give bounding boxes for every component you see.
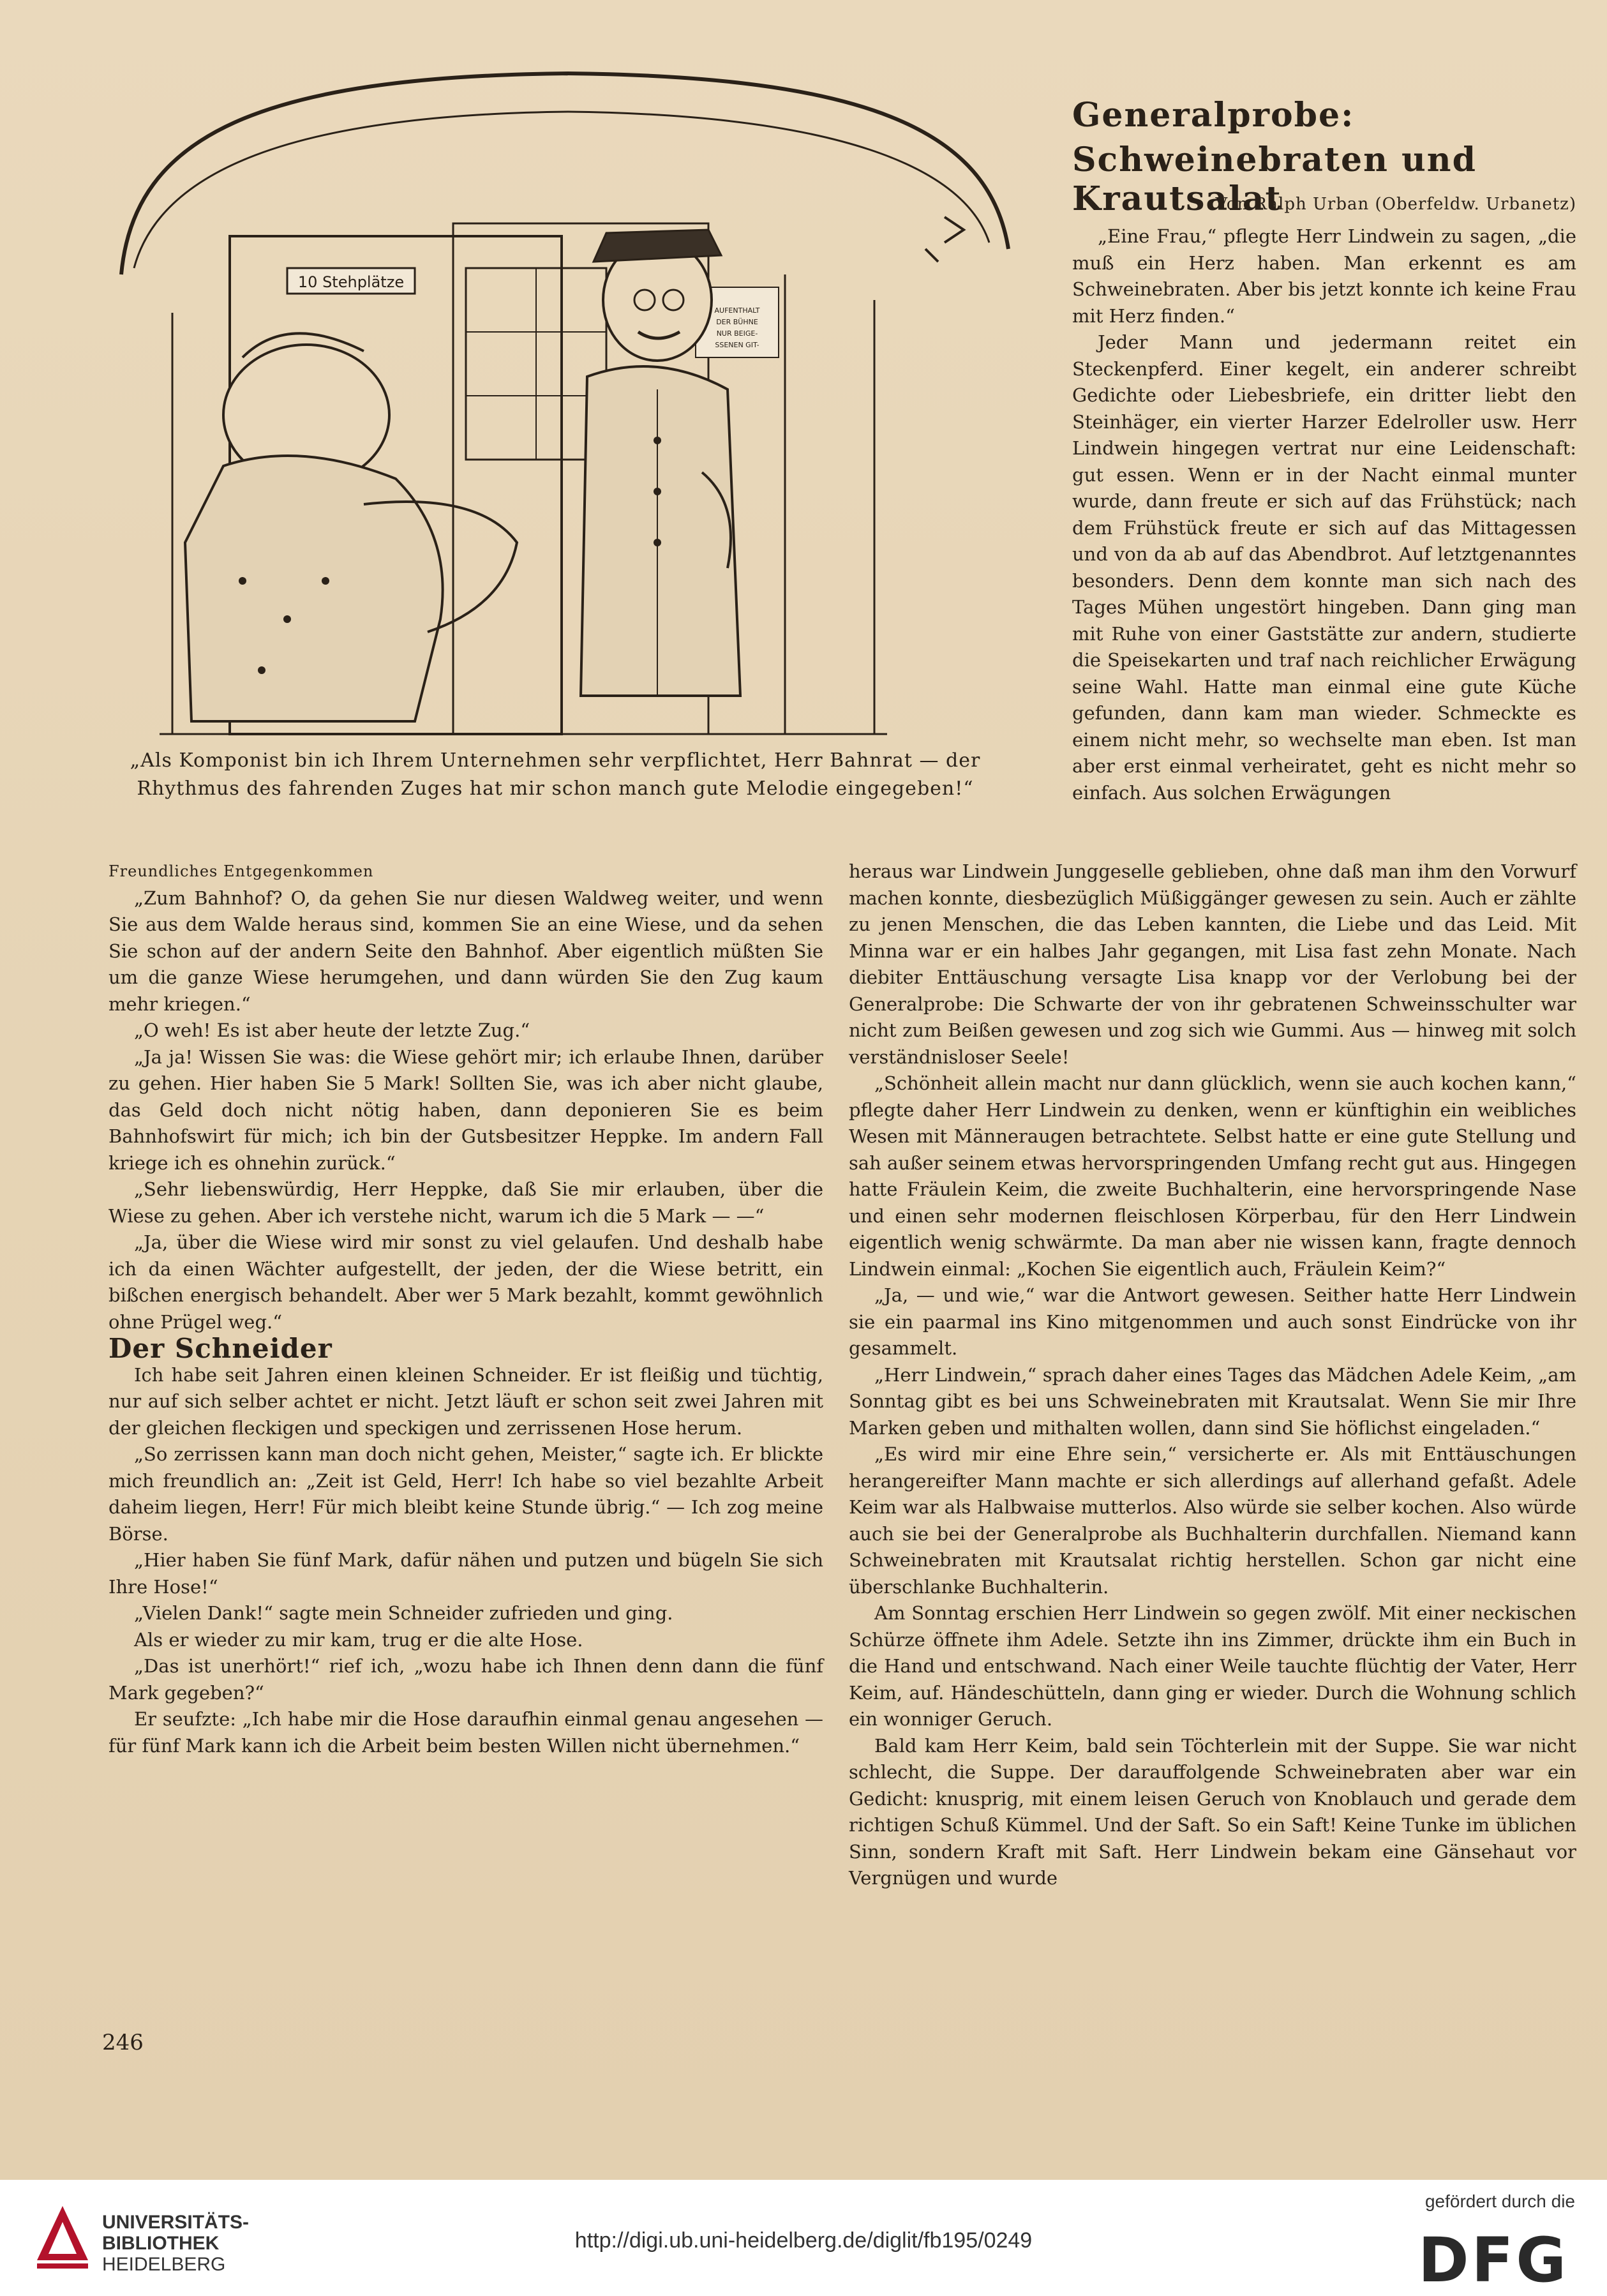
sign-standing: 10 Stehplätze: [297, 273, 405, 291]
paragraph: „Vielen Dank!“ sagte mein Schneider zufrieden und ging.: [134, 1602, 673, 1624]
paragraph: „Ja, über die Wiese wird mir sonst zu viel gelaufen. Und deshalb habe ich da einen Wächter aufgestellt, der jeden, der die Wiese betritt, ein bißchen energisch behandelt. Aber wer 5 Mark bezahlt, kommt gewöhnlich ohne Prügel weg.“: [108, 1231, 823, 1333]
paragraph: heraus war Lindwein Junggeselle geblieben, ohne daß man ihm den Vorwurf machen konnte, diesbezüglich Müßiggänger gewesen zu sein. Auch er zählte zu jenen Menschen, die das Leben kannten, die Liebe und das Leid. Mit Minna war er ein halbes Jahr gegangen, mit Lisa fast zehn Monate. Nach diebiter Enttäuschung versagte Lisa knapp vor der Verlobung bei der Generalprobe: Die Schwarte der von ihr gebratenen Schweinsschulter war nicht zum Beißen gewesen und zog sich wie Gummi. Aus — hinweg mit solch verständnisloser Seele!: [849, 860, 1576, 1068]
article-byline: Von Ralph Urban (Oberfeldw. Urbanetz): [1215, 195, 1576, 214]
paragraph: „Das ist unerhört!“ rief ich, „wozu habe ich Ihnen denn dann die fünf Mark gegeben?“: [108, 1655, 823, 1704]
article-title-line2: Schweinebraten und Krautsalat: [1072, 140, 1477, 218]
paragraph: „Zum Bahnhof? O, da gehen Sie nur diesen Waldweg weiter, und wenn Sie aus dem Walde heraus sind, kommen Sie an eine Wiese, und da sehen Sie schon auf der andern Seite den Bahnhof. Aber eigentlich müßten Sie um die ganze Wiese herumgehen, und dann würden Sie den Zug kaum mehr kriegen.“: [108, 887, 823, 1015]
paragraph: „Ja, — und wie,“ war die Antwort gewesen. Seither hatte Herr Lindwein sie ein paarmal ins Kino mitgenommen und auch sonst Eindrücke von ihr gesammelt.: [849, 1284, 1576, 1359]
svg-text:AUFENTHALT: AUFENTHALT: [714, 306, 760, 315]
library-name: UNIVERSITÄTS- BIBLIOTHEK HEIDELBERG: [102, 2212, 250, 2275]
svg-text:NUR BEIGE-: NUR BEIGE-: [716, 329, 758, 338]
paragraph: „Herr Lindwein,“ sprach daher eines Tages das Mädchen Adele Keim, „am Sonntag gibt es bei uns Schweinebraten mit Krautsalat. Wenn Sie mir Ihre Marken geben und mithalten wollen, dann sind Sie höflichst eingeladen.“: [849, 1363, 1576, 1439]
paragraph: „Sehr liebenswürdig, Herr Heppke, daß Sie mir erlauben, über die Wiese zu gehen. Aber ich verstehe nicht, warum ich die 5 Mark — —“: [108, 1178, 823, 1227]
paragraph: „So zerrissen kann man doch nicht gehen, Meister,“ sagte ich. Er blickte mich freundlich an: „Zeit ist Geld, Herr! Ich habe so viel bezahlte Arbeit daheim liegen, Herr! Für mich bleibt keine Stunde übrig.“ — Ich zog meine Börse.: [108, 1443, 823, 1545]
article-title-line1: Generalprobe:: [1072, 96, 1355, 135]
article-right-bottom: [849, 859, 1576, 1892]
paragraph: Als er wieder zu mir kam, trug er die alte Hose.: [134, 1628, 583, 1651]
source-url-link[interactable]: http://digi.ub.uni-heidelberg.de/diglit/fb195/0249: [574, 2228, 1033, 2253]
paragraph: „Schönheit allein macht nur dann glücklich, wenn sie auch kochen kann,“ pflegte daher Herr Lindwein zu denken, wenn er künftighin ein weibliches Wesen mit Männeraugen betrachtete. Selbst hatte er eine gute Stellung und sah außer seinem etwas hervorspringenden Umfang recht gut aus. Hingegen hatte Fräulein Keim, die zweite Buchhalterin, eine hervorspringende Nase und einen sehr modernen fleischlosen Körperbau, für den Herr Lindwein eigentlich wenig schwärmte. Da man aber nie wissen kann, fragte dennoch Lindwein einmal: „Kochen Sie eigentlich auch, Fräulein Keim?“: [849, 1072, 1576, 1280]
paragraph: Bald kam Herr Keim, bald sein Töchterlein mit der Suppe. Sie war nicht schlecht, die Suppe. Der darauffolgende Schweinebraten aber war ein Gedicht: knusprig, mit einem leisen Geruch von Knoblauch und gerade dem richtigen Schuß Kümmel. Und der Saft. So ein Saft! Keine Tunke im üblichen Sinn, sondern Kraft mit Saft. Herr Lindwein bekam eine Gänsehaut vor Vergnügen und wurde: [849, 1734, 1576, 1889]
train-illustration: [96, 57, 1028, 740]
article-right-top: [1072, 223, 1576, 806]
footer-bar: [0, 2180, 1607, 2296]
paragraph: „Eine Frau,“ pflegte Herr Lindwein zu sagen, „die muß ein Herz haben. Man erkennt es am Schweinebraten. Aber bis jetzt konnte ich keine Frau mit Herz finden.“: [1072, 225, 1576, 327]
illustration-caption: „Als Komponist bin ich Ihrem Unternehmen sehr verpflichtet, Herr Bahnrat — der Rhythmus des fahrenden Zuges hat mir schon manch gute Melodie eingegeben!“: [130, 749, 981, 800]
page-number: 246: [102, 2030, 144, 2055]
paragraph: „Es wird mir eine Ehre sein,“ versicherte er. Als mit Enttäuschungen herangereifter Mann machte er sich allerdings auf allerhand gefaßt. Adele Keim war als Halbwaise mutterlos. Also würde sie selber kochen. Also würde auch sie bei der Generalprobe als Buchhalterin durchfallen. Niemand kann Schweinebraten mit Krautsalat richtig herstellen. Schon gar nicht eine überschlanke Buchhalterin.: [849, 1443, 1576, 1598]
svg-text:SSENEN GIT-: SSENEN GIT-: [715, 341, 759, 349]
left-column: [108, 859, 823, 1759]
small-heading: Freundliches Entgegenkommen: [108, 862, 374, 880]
svg-text:DER BÜHNE: DER BÜHNE: [716, 318, 758, 326]
paragraph: Er seufzte: „Ich habe mir die Hose daraufhin einmal genau angesehen — für fünf Mark kann ich die Arbeit beim besten Willen nicht übernehmen.“: [108, 1708, 823, 1757]
sponsor-note: gefördert durch die: [1424, 2191, 1575, 2211]
paragraph: Jeder Mann und jedermann reitet ein Steckenpferd. Einer kegelt, ein anderer schreibt Gedichte oder Liebesbriefe, ein dritter liebt den Steinhäger, ein vierter Harzer Edelroller usw. Herr Lindwein hingegen vertrat nur eine Leidenschaft: gut essen. Wenn er in der Nacht einmal munter wurde, dann freute er sich auf das Frühstück; nach dem Frühstück freute er sich auf das Mittagessen und von da ab auf das Abendbrot. Auf letztgenanntes besonders. Denn dem konnte man sich nach des Tages Mühen ungestört hingeben. Dann ging man mit Ruhe von einer Gaststätte zur andern, studierte die Speisekarten und traf nach reichlicher Erwägung seine Wahl. Hatte man einmal eine gute Küche gefunden, dann kam man wieder. Schmeckte es einem nicht mehr, so wechselte man eben. Ist man aber erst einmal verheiratet, geht es nicht mehr so einfach. Aus solchen Erwägungen: [1072, 331, 1576, 804]
dfg-logo: DFG: [1417, 2225, 1569, 2296]
paragraph: „O weh! Es ist aber heute der letzte Zug.“: [134, 1019, 530, 1041]
paragraph: Ich habe seit Jahren einen kleinen Schneider. Er ist fleißig und tüchtig, nur auf sich selber achtet er nicht. Jetzt läuft er schon seit zwei Jahren mit der gleichen fleckigen und speckigen und zerrissenen Hose herum.: [108, 1363, 823, 1439]
paragraph: „Hier haben Sie fünf Mark, dafür nähen und putzen und bügeln Sie sich Ihre Hose!“: [108, 1549, 823, 1598]
section-heading: Der Schneider: [108, 1333, 333, 1364]
paragraph: Am Sonntag erschien Herr Lindwein so gegen zwölf. Mit einer neckischen Schürze öffnete ihm Adele. Setzte ihn ins Zimmer, drückte ihm ein Buch in die Hand und entschwand. Nach einer Weile tauchte flüchtig der Vater, Herr Keim, auf. Händeschütteln, dann ging er wieder. Durch die Wohnung schlich ein wonniger Geruch.: [849, 1602, 1576, 1730]
paragraph: „Ja ja! Wissen Sie was: die Wiese gehört mir; ich erlaube Ihnen, darüber zu gehen. Hier haben Sie 5 Mark! Sollten Sie, was ich aber nicht glaube, das Geld doch nicht nötig haben, dann deponieren Sie es beim Bahnhofswirt für mich; ich bin der Gutsbesitzer Heppke. Im andern Fall kriege ich es ohnehin zurück.“: [108, 1046, 823, 1174]
